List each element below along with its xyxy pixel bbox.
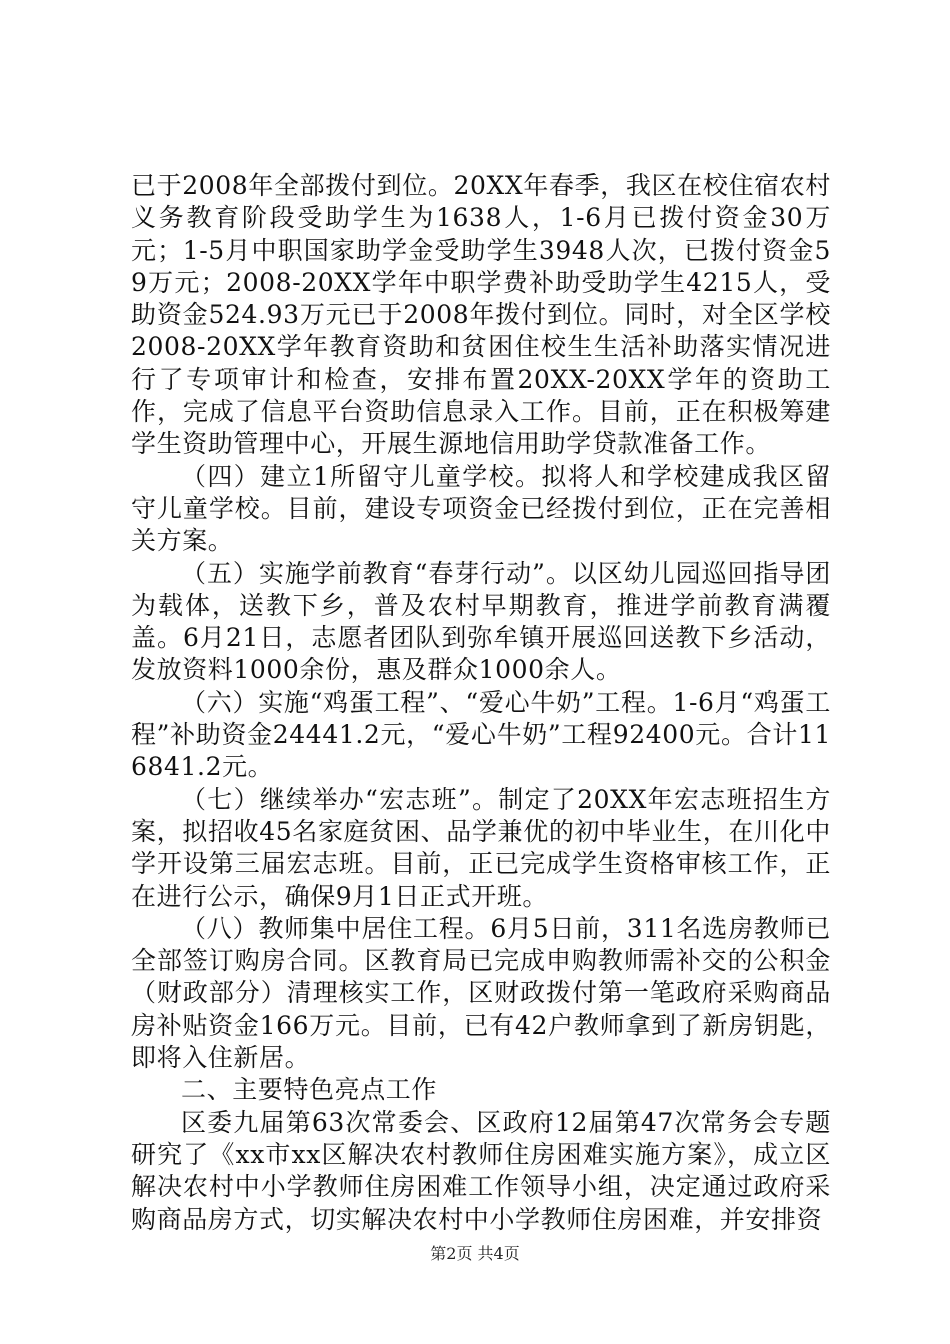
page-indicator: 第2页 共4页	[430, 1244, 520, 1263]
section-heading-highlights: 二、主要特色亮点工作	[181, 1075, 438, 1105]
paragraph-funding-continued: 已于2008年全部拨付到位。20XX年春季，我区在校住宿农村义务教育阶段受助学生为1638人，1-6月已拨付资金30万元；1-5月中职国家助学金受助学生3948人次，已拨付资金59万元；2008-20XX学年中职学费补助受助学生4215人，受助资金524.93万元已于2008年拨付到位。同时，对全区学校2008-20XX学年教育资助和贫困住校生生活补助落实情况进行了专项审计和检查，安排布置20XX-20XX学年的资助工作，完成了信息平台资助信息录入工作。目前，正在积极筹建学生资助管理中心，开展生源地信用助学贷款准备工作。	[131, 171, 831, 459]
paragraph-preschool-spring-bud: （五）实施学前教育“春芽行动”。以区幼儿园巡回指导团为载体，送教下乡，普及农村早期教育，推进学前教育满覆盖。6月21日，志愿者团队到弥牟镇开展巡回送教下乡活动，发放资料1000余份，惠及群众1000余人。	[131, 558, 831, 685]
body-text	[131, 170, 831, 1236]
paragraph-left-behind-children-school: （四）建立1所留守儿童学校。拟将人和学校建成我区留守儿童学校。目前，建设专项资金已经拨付到位，正在完善相关方案。	[131, 461, 831, 556]
paragraph-highlights-body: 区委九届第63次常委会、区政府12届第47次常务会专题研究了《xx市xx区解决农村教师住房困难实施方案》，成立区解决农村中小学教师住房困难工作领导小组，决定通过政府采购商品房方式，切实解决农村中小学教师住房困难，并安排资	[131, 1107, 831, 1234]
paragraph-teacher-housing: （八）教师集中居住工程。6月5日前，311名选房教师已全部签订购房合同。区教育局已完成申购教师需补交的公积金（财政部分）清理核实工作，区财政拨付第一笔政府采购商品房补贴资金166万元。目前，已有42户教师拿到了新房钥匙，即将入住新居。	[131, 913, 831, 1073]
page-footer	[0, 1244, 950, 1264]
paragraph-hongzhi-class: （七）继续举办“宏志班”。制定了20XX年宏志班招生方案，拟招收45名家庭贫困、品学兼优的初中毕业生，在川化中学开设第三届宏志班。目前，正已完成学生资格审核工作，正在进行公示，确保9月1日正式开班。	[131, 784, 831, 911]
paragraph-egg-milk-project: （六）实施“鸡蛋工程”、“爱心牛奶”工程。1-6月“鸡蛋工程”补助资金24441.2元，“爱心牛奶”工程92400元。合计116841.2元。	[131, 687, 831, 782]
